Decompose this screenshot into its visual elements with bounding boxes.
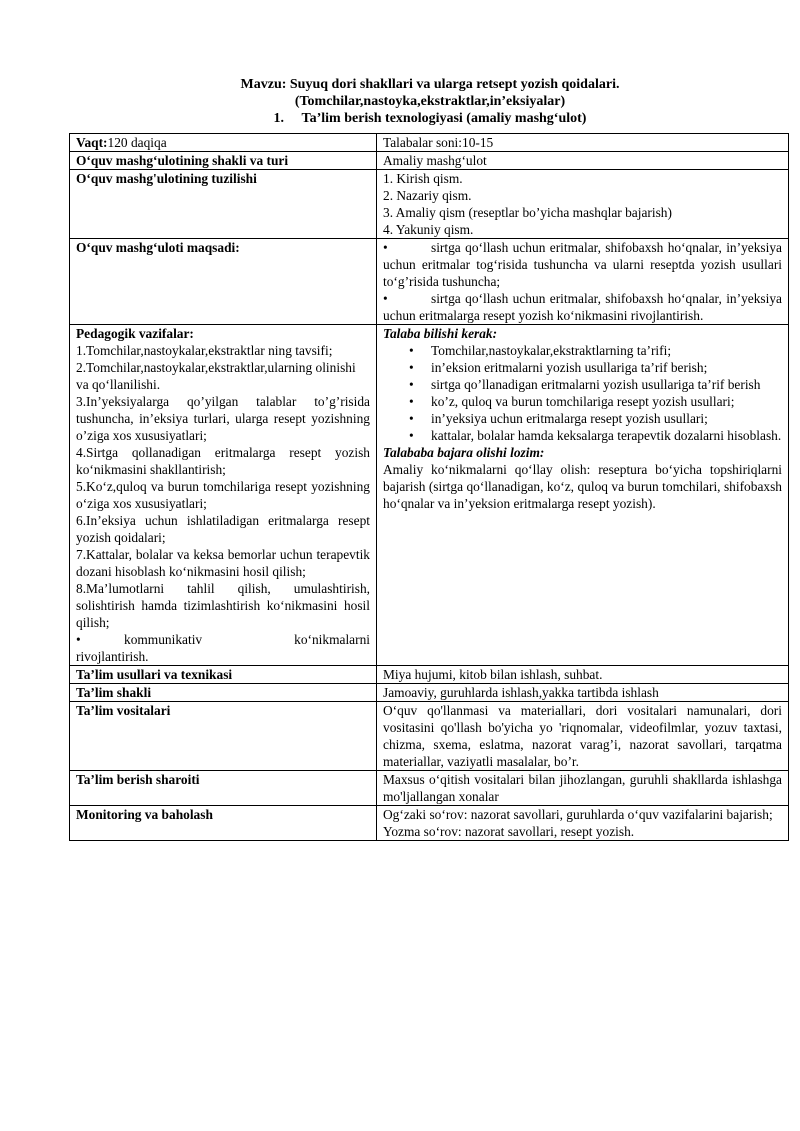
monitoring-value: Og‘zaki so‘rov: nazorat savollari, guruhlarda o‘quv vazifalarini bajarish; Yozma so‘rov: nazorat savollari, resept yozish. xyxy=(377,806,789,841)
time-value: 120 daqiqa xyxy=(107,135,167,150)
students-cell: Talabalar soni:10-15 xyxy=(377,134,789,152)
list-item: 3.In’yeksiyalarga qo’yilgan talablar to’g’risida tushuncha, in’eksiya turlari, ularga resept yozishning o’ziga xos xususiyatlari; xyxy=(76,394,370,443)
tools-label: Ta’lim vositalari xyxy=(70,702,377,771)
know-heading: Talaba bilishi kerak: xyxy=(383,326,498,341)
list-item: • Tomchilar,nastoykalar,ekstraktlarning ta’rifi; xyxy=(409,343,672,358)
list-item: 5.Ko‘z,quloq va burun tomchilariga resept yozishning o‘ziga xos xususiyatlari; xyxy=(76,479,370,511)
bullet-icon: • xyxy=(76,632,81,647)
pedagogical-tasks-heading: Pedagogik vazifalar: xyxy=(76,326,194,341)
bullet-icon: • xyxy=(409,377,414,392)
table-row xyxy=(70,702,789,771)
know-list xyxy=(383,342,782,444)
bullet-icon: • xyxy=(383,291,388,306)
table-row xyxy=(70,152,789,170)
section-number: 1. xyxy=(273,111,285,126)
methods-value: Miya hujumi, kitob bilan ishlash, suhbat. xyxy=(377,666,789,684)
bullet-icon: • xyxy=(383,240,388,255)
list-item: 2. Nazariy qism. xyxy=(383,188,472,203)
methods-label: Ta’lim usullari va texnikasi xyxy=(70,666,377,684)
table-row xyxy=(70,239,789,325)
title-line-2: (Tomchilar,nastoyka,ekstraktlar,in’eksiyalar) xyxy=(294,94,566,109)
structure-list xyxy=(377,170,789,239)
list-item: 3. Amaliy qism (reseptlar bo’yicha mashqlar bajarish) xyxy=(383,205,672,220)
time-label: Vaqt: xyxy=(76,135,108,150)
bullet-icon: • xyxy=(409,428,414,443)
section-title: Ta’lim berish texnologiyasi (amaliy mashg‘ulot) xyxy=(301,111,587,126)
list-item: 6.In’eksiya uchun ishlatiladigan eritmalarga resept yozish qoidalari; xyxy=(76,513,370,545)
title-line-1: Mavzu: Suyuq dori shakllari va ularga retsept yozish qoidalari. xyxy=(240,77,620,92)
form-label: O‘quv mashg‘ulotining shakli va turi xyxy=(70,152,377,170)
structure-label: O‘quv mashg'ulotining tuzilishi xyxy=(70,170,377,239)
list-item: • in’yeksiya uchun eritmalarga resept yozish usullari; xyxy=(409,411,708,426)
table-row xyxy=(70,134,789,152)
document-header xyxy=(70,76,790,127)
list-item: 8.Ma’lumotlarni tahlil qilish, umulashtirish, solishtirish hamda tizimlashtirish ko‘nikmasini hosil qilish; xyxy=(76,581,370,630)
learning-outcomes-cell xyxy=(377,325,789,666)
list-item: • sirtga qo‘llash uchun eritmalar, shifobaxsh ho‘qnalar, in’yeksiya uchun eritmalarga resept yozish ko‘nikmasini rivojlantirish. xyxy=(383,291,782,323)
list-item: • sirtga qo‘llash uchun eritmalar, shifobaxsh ho‘qnalar, in’yeksiya uchun eritmalar tog‘risida tushuncha va ularni reseptda yozish usullari to‘g’risida tushuncha; xyxy=(383,240,782,289)
do-text: Amaliy ko‘nikmalarni qo‘llay olish: reseptura bo‘yicha topshiriqlarni bajarish (sirtga qo‘llanadigan, ko‘z, quloq va burun tomchilari, shifobaxsh ho‘qnalar va in’yeksion eritmalarga resept yozish). xyxy=(383,462,782,511)
list-item: • kattalar, bolalar hamda keksalarga terapevtik dozalarni hisoblash. xyxy=(409,428,782,443)
table-row xyxy=(70,666,789,684)
table-row xyxy=(70,806,789,841)
table-row xyxy=(70,684,789,702)
list-item: 7.Kattalar, bolalar va keksa bemorlar uchun terapevtik dozani hisoblash ko‘nikmasini hosil qilish; xyxy=(76,547,370,579)
shape-value: Jamoaviy, guruhlarda ishlash,yakka tartibda ishlash xyxy=(377,684,789,702)
do-heading: Talababa bajara olishi lozim: xyxy=(383,445,545,460)
tools-value: O‘quv qo'llanmasi va materiallari, dori vositalari namunalari, dori vositasini qo'llash bo'yicha yo 'riqnomalar, videofilmlar, yozuv taxtasi, chizma, sxema, eslatma, nazorat varag’i, nazorat savollari, tarqatma materiallar, vaziyatli masalalar, bo’r. xyxy=(377,702,789,771)
conditions-value: Maxsus o‘qitish vositalari bilan jihozlangan, guruhli shakllarda ishlashga mo'ljallangan xonalar xyxy=(377,771,789,806)
shape-label: Ta’lim shakli xyxy=(70,684,377,702)
list-item: • kommunikativ ko‘nikmalarni xyxy=(76,632,370,647)
bullet-icon: • xyxy=(409,360,414,375)
pedagogical-tasks-cell xyxy=(70,325,377,666)
section-heading xyxy=(70,110,790,127)
list-item: 1. Kirish qism. xyxy=(383,171,463,186)
list-item: 2.Tomchilar,nastoykalar,ekstraktlar,ularning olinishi va qo‘llanilishi. xyxy=(76,360,356,392)
list-item: • in’eksion eritmalarni yozish usullariga ta’rif berish; xyxy=(409,360,708,375)
bullet-icon: • xyxy=(409,411,414,426)
table-row xyxy=(70,170,789,239)
lesson-plan-table xyxy=(69,133,789,841)
goal-label: O‘quv mashg‘uloti maqsadi: xyxy=(70,239,377,325)
list-item-continuation: rivojlantirish. xyxy=(76,649,149,664)
table-row xyxy=(70,771,789,806)
bullet-icon: • xyxy=(409,343,414,358)
list-item: • ko’z, quloq va burun tomchilariga resept yozish usullari; xyxy=(409,394,735,409)
form-value: Amaliy mashg‘ulot xyxy=(377,152,789,170)
conditions-label: Ta’lim berish sharoiti xyxy=(70,771,377,806)
goal-list xyxy=(377,239,789,325)
table-row xyxy=(70,325,789,666)
monitoring-label: Monitoring va baholash xyxy=(70,806,377,841)
list-item: 4. Yakuniy qism. xyxy=(383,222,474,237)
list-item: 4.Sirtga qollanadigan eritmalarga resept yozish ko‘nikmasini shakllantirish; xyxy=(76,445,370,477)
list-item: • sirtga qo’llanadigan eritmalarni yozish usullariga ta’rif berish xyxy=(409,377,761,392)
list-item: 1.Tomchilar,nastoykalar,ekstraktlar ning tavsifi; xyxy=(76,343,333,358)
bullet-icon: • xyxy=(409,394,414,409)
time-cell xyxy=(70,134,377,152)
